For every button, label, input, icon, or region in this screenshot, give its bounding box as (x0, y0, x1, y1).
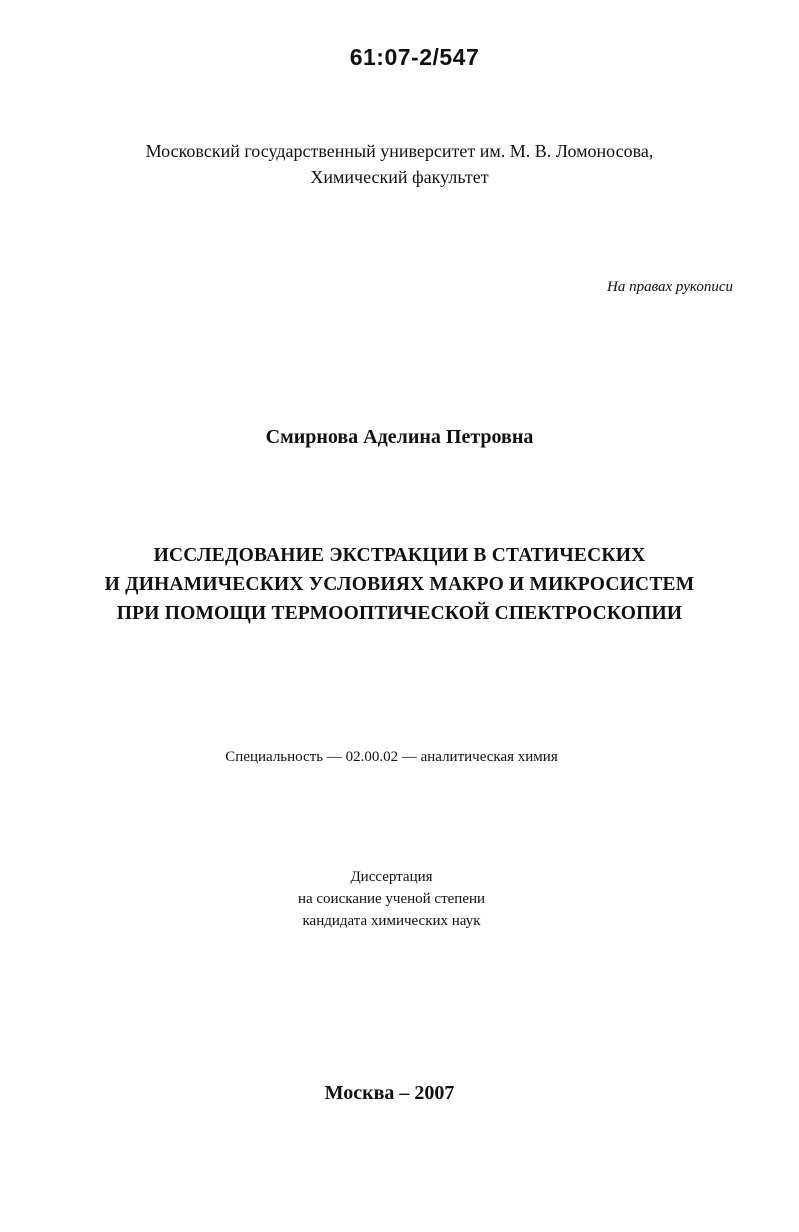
faculty-name: Химический факультет (310, 167, 489, 187)
institution-name: Московский государственный университет им. М. В. Ломоносова, (145, 141, 654, 161)
dissertation-title (0, 541, 799, 628)
institution-block (0, 138, 799, 190)
manuscript-note: На правах рукописи (607, 279, 733, 295)
degree-line-1: Диссертация (350, 869, 433, 885)
city-year: Москва – 2007 (324, 1082, 455, 1104)
degree-line-3: кандидата химических наук (302, 913, 481, 929)
catalog-number: 61:07-2/547 (349, 44, 480, 70)
title-line-1: ИССЛЕДОВАНИЕ ЭКСТРАКЦИИ В СТАТИЧЕСКИХ (153, 545, 646, 566)
degree-block (0, 866, 799, 932)
specialty-line: Специальность — 02.00.02 — аналитическая химия (225, 749, 558, 765)
author-name: Смирнова Аделина Петровна (265, 426, 534, 448)
title-line-3: ПРИ ПОМОЩИ ТЕРМООПТИЧЕСКОЙ СПЕКТРОСКОПИИ (116, 603, 683, 624)
degree-line-2: на соискание ученой степени (297, 891, 486, 907)
title-line-2: И ДИНАМИЧЕСКИХ УСЛОВИЯХ МАКРО И МИКРОСИСТЕМ (104, 574, 695, 595)
